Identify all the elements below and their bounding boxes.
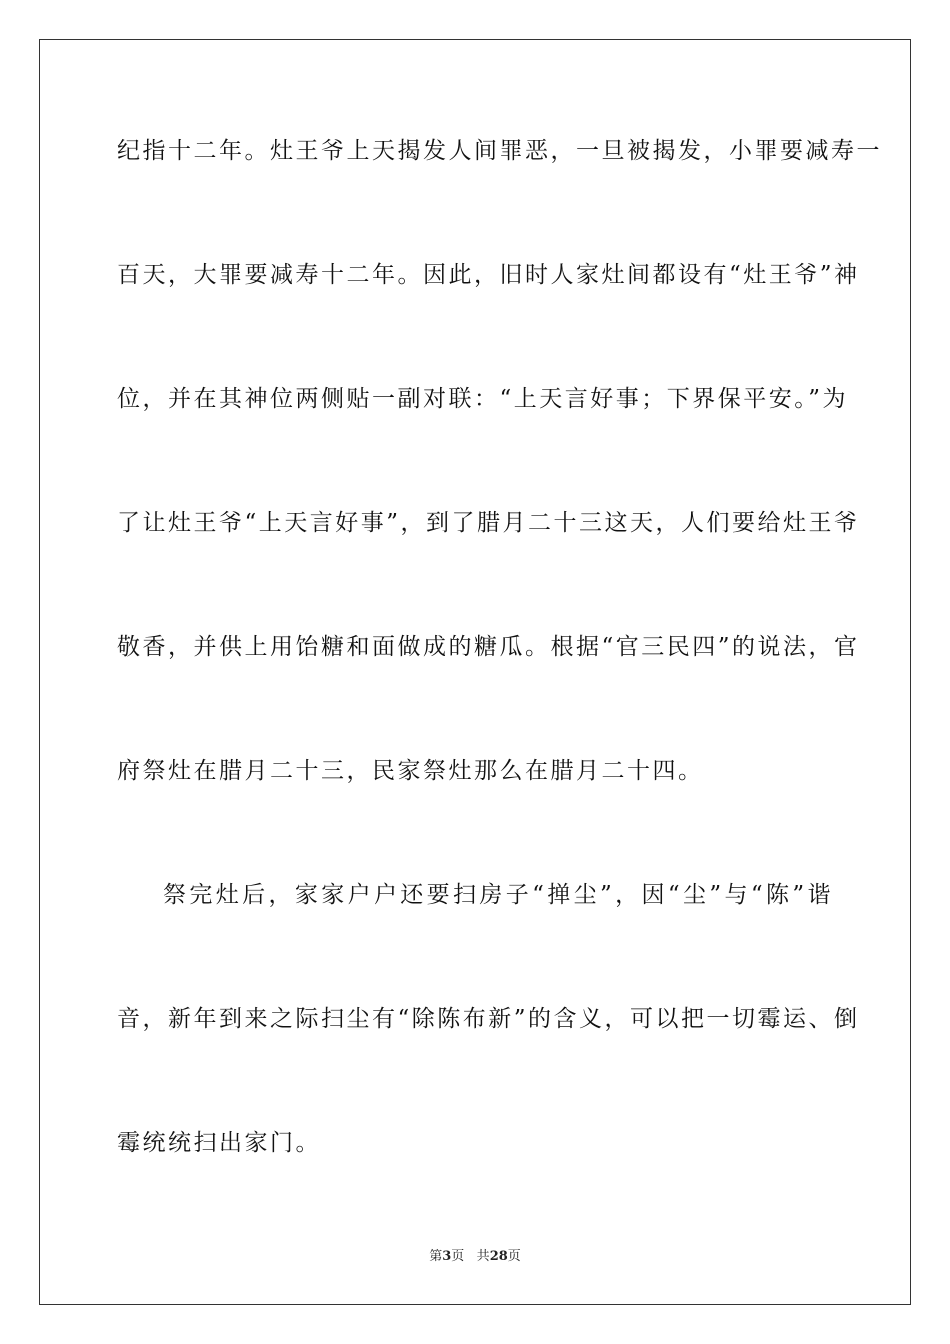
- text-line: 霉统统扫出家门。: [117, 1130, 321, 1156]
- page-border: [39, 39, 911, 1305]
- text-line: 纪指十二年。灶王爷上天揭发人间罪恶，一旦被揭发，小罪要减寿一: [117, 138, 882, 164]
- page-number: 3: [442, 1249, 452, 1264]
- text-line: 了让灶王爷“上天言好事”，到了腊月二十三这天，人们要给灶王爷: [117, 510, 860, 536]
- paragraph-first-line: 祭完灶后，家家户户还要扫房子“掸尘”，因“尘”与“陈”谐: [163, 882, 833, 908]
- page-label-prefix: 第: [429, 1249, 443, 1264]
- text-line: 音，新年到来之际扫尘有“除陈布新”的含义，可以把一切霉运、倒: [117, 1006, 860, 1032]
- page-footer: [0, 1248, 950, 1266]
- total-pages: 28: [489, 1249, 508, 1264]
- text-line: 位，并在其神位两侧贴一副对联：“上天言好事；下界保平安。”为: [117, 386, 849, 412]
- total-label-suffix: 页: [507, 1249, 521, 1264]
- text-line: 百天，大罪要减寿十二年。因此，旧时人家灶间都设有“灶王爷”神: [117, 262, 860, 288]
- text-line: 府祭灶在腊月二十三，民家祭灶那么在腊月二十四。: [117, 758, 704, 784]
- text-line: 敬香，并供上用饴糖和面做成的糖瓜。根据“官三民四”的说法，官: [117, 634, 860, 660]
- page-label-suffix: 页: [451, 1249, 465, 1264]
- total-label-prefix: 共: [476, 1249, 490, 1264]
